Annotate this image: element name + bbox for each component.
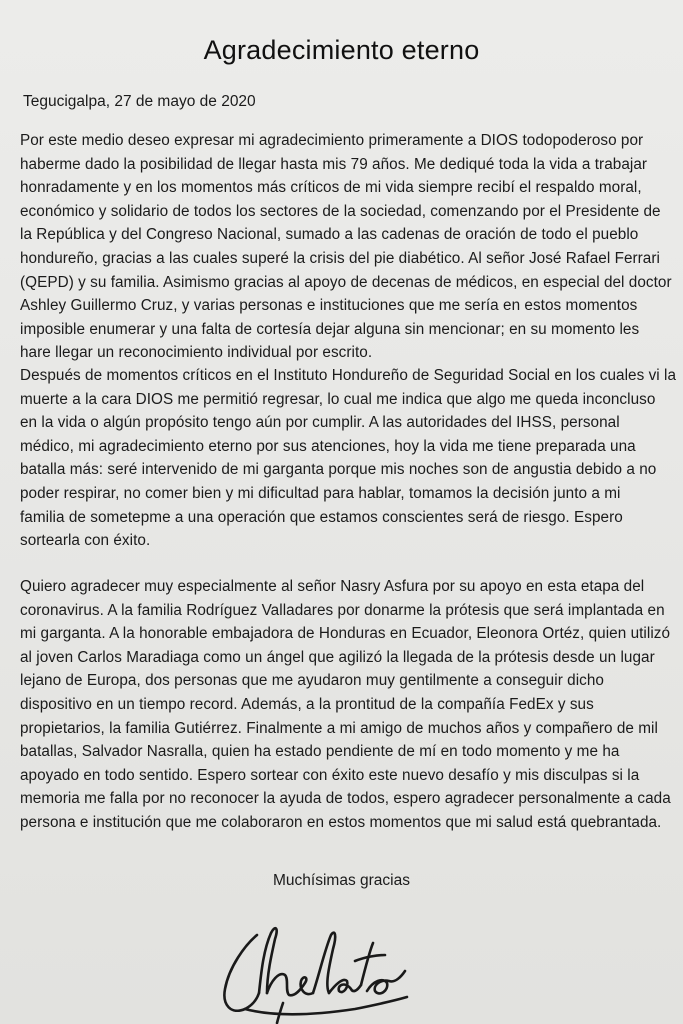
paragraph-line: muerte a la cara DIOS me permitió regresar, lo cual me indica que algo me queda inconcluso	[20, 390, 656, 408]
paragraph-line: la República y del Congreso Nacional, sumado a las cadenas de oración de todo el pueblo	[20, 226, 639, 244]
paragraph-line: haberme dado la posibilidad de llegar hasta mis 79 años. Me dediqué toda la vida a trabajar	[20, 155, 648, 173]
paragraph-line: apoyado en todo sentido. Espero sortear con éxito este nuevo desafío y mis disculpas si la	[20, 766, 640, 784]
dateline: Tegucigalpa, 27 de mayo de 2020	[23, 93, 256, 110]
paragraph-1	[20, 129, 683, 365]
paragraph-line: coronavirus. A la familia Rodríguez Valladares por donarme la prótesis que será implantada en	[20, 601, 665, 619]
paragraph-line: (QEPD) y su familia. Asimismo gracias al apoyo de decenas de médicos, en especial del doctor	[20, 273, 672, 291]
signature-icon	[215, 905, 425, 1024]
paragraph-line: poder respirar, no comer bien y mi dificultad para hablar, tomamos la decisión junto a mi	[20, 484, 621, 502]
paragraph-line: mi garganta. A la honorable embajadora de Honduras en Ecuador, Eleonora Ortéz, quien utilizó	[20, 625, 671, 643]
paragraph-line: lejano de Europa, dos personas que me ayudaron muy gentilmente a conseguir dicho	[20, 672, 604, 690]
paragraph-line: Ashley Guillermo Cruz, y varias personas e instituciones que me sería en estos momentos	[20, 297, 638, 315]
paragraph-line: honradamente y en los momentos más críticos de mi vida siempre recibí el respaldo moral,	[20, 179, 642, 197]
paragraph-line: dispositivo en un tiempo record. Además, a la prontitud de la compañía FedEx y sus	[20, 695, 594, 713]
paragraph-line: memoria me falla por no reconocer la ayuda de todos, espero agradecer personalmente a cada	[20, 790, 671, 808]
paragraph-line: al joven Carlos Maradiaga como un ángel que agilizó la llegada de la prótesis desde un lugar	[20, 648, 655, 666]
paragraph-line: Por este medio deseo expresar mi agradecimiento primeramente a DIOS todopoderoso por	[20, 132, 644, 149]
paragraph-line: familia de sometерme a una operación que estamos conscientes será de riesgo. Espero	[20, 508, 623, 526]
paragraph-line: hondureño, gracias a las cuales superé la crisis del pie diabético. Al señor José Rafael Ferrari	[20, 249, 660, 267]
page-title: Agradecimiento eterno	[203, 35, 480, 65]
paragraph-line: Quiero agradecer muy especialmente al señor Nasry Asfura por su apoyo en esta etapa del	[20, 578, 645, 595]
paragraph-line: imposible enumerar y una falta de cortesía dejar alguna sin mencionar; en su momento les	[20, 320, 640, 338]
paragraph-line: Después de momentos críticos en el Instituto Hondureño de Seguridad Social en los cuales vi la	[20, 367, 677, 384]
paragraph-line: propietarios, la familia Gutiérrez. Finalmente a mi amigo de muchos años y compañero de mil	[20, 719, 658, 737]
paragraph-2	[20, 364, 683, 553]
paragraph-line: batallas, Salvador Nasralla, quien ha estado pendiente de mí en todo momento y me ha	[20, 743, 620, 761]
paragraph-line: batalla más: seré intervenido de mi garganta porque mis noches son de angustia debido a no	[20, 461, 657, 479]
paragraph-3	[20, 575, 683, 835]
paragraph-line: sortearla con éxito.	[20, 532, 151, 550]
paragraph-line: persona e institución que me colaboraron en estos momentos que mi salud está quebrantada.	[20, 813, 662, 831]
paragraph-line: económico y solidario de todos los sectores de la sociedad, comenzando por el Presidente de	[20, 202, 661, 220]
paragraph-line: hare llegar un reconocimiento individual por escrito.	[20, 344, 373, 362]
paragraph-line: en la vida o algún propósito tengo aún por cumplir. A las autoridades del IHSS, personal	[20, 414, 620, 432]
closing-text: Muchísimas gracias	[273, 872, 410, 889]
paragraph-line: médico, mi agradecimiento eterno por sus atenciones, hoy la vida me tiene preparada una	[20, 437, 636, 455]
